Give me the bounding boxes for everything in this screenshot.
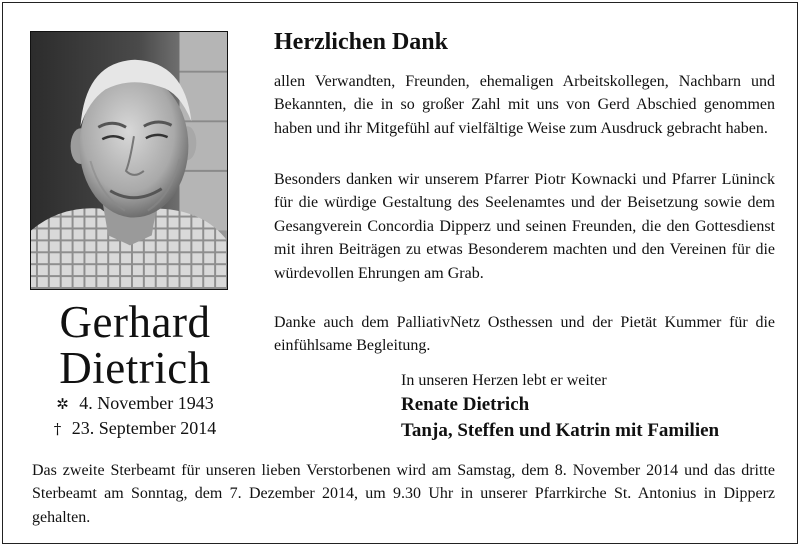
life-dates xyxy=(30,391,240,441)
service-announcement: Das zweite Sterbeamt für unseren lieben Verstorbenen wird am Samstag, dem 8. November 2014 und das dritte Sterbeamt am Sonntag, dem 7. Dezember 2014, um 9.30 Uhr in unserer Pfarrkirche St. Antonius in Dipperz gehalten. xyxy=(32,462,775,526)
last-name: Dietrich xyxy=(59,343,211,393)
obituary-notice xyxy=(2,2,798,544)
portrait-photo xyxy=(30,31,228,290)
deceased-name xyxy=(30,299,240,391)
death-row xyxy=(30,416,240,441)
thanks-paragraph-1: allen Verwandten, Freunden, ehemaligen Arbeitskollegen, Nachbarn und Bekannten, die in so großer Zahl mit uns von Gerd Abschied genommen haben und ihr Mitgefühl auf vielfältige Weise zum Ausdruck gebracht haben. xyxy=(274,73,775,137)
birth-star-icon: ✲ xyxy=(56,395,69,413)
thanks-paragraph-2: Besonders danken wir unserem Pfarrer Piotr Kownacki und Pfarrer Lüninck für die würdige Gestaltung des Seelenamtes und der Beisetzung sowie dem Gesangverein Concordia Dipperz und seinen Freunden, die den Gottesdienst mit ihren Beiträgen zu etwas Besonderem machten und den Vereinen für die würdevollen Ehrungen am Grab. xyxy=(274,171,775,282)
thanks-heading: Herzlichen Dank xyxy=(274,29,448,55)
death-date: 23. September 2014 xyxy=(71,418,217,438)
signoff-name-1: Renate Dietrich xyxy=(401,394,530,415)
portrait-image xyxy=(31,32,227,289)
signoff-name-2: Tanja, Steffen und Katrin mit Familien xyxy=(401,420,720,441)
birth-date: 4. November 1943 xyxy=(79,393,214,413)
birth-row xyxy=(30,391,240,416)
family-signoff xyxy=(401,370,791,444)
death-cross-icon: † xyxy=(53,420,62,438)
first-name: Gerhard xyxy=(59,297,211,347)
signoff-intro: In unseren Herzen lebt er weiter xyxy=(401,372,607,389)
thanks-paragraph-3: Danke auch dem PalliativNetz Osthessen und der Pietät Kummer für die einfühlsame Begleitung. xyxy=(274,314,775,355)
